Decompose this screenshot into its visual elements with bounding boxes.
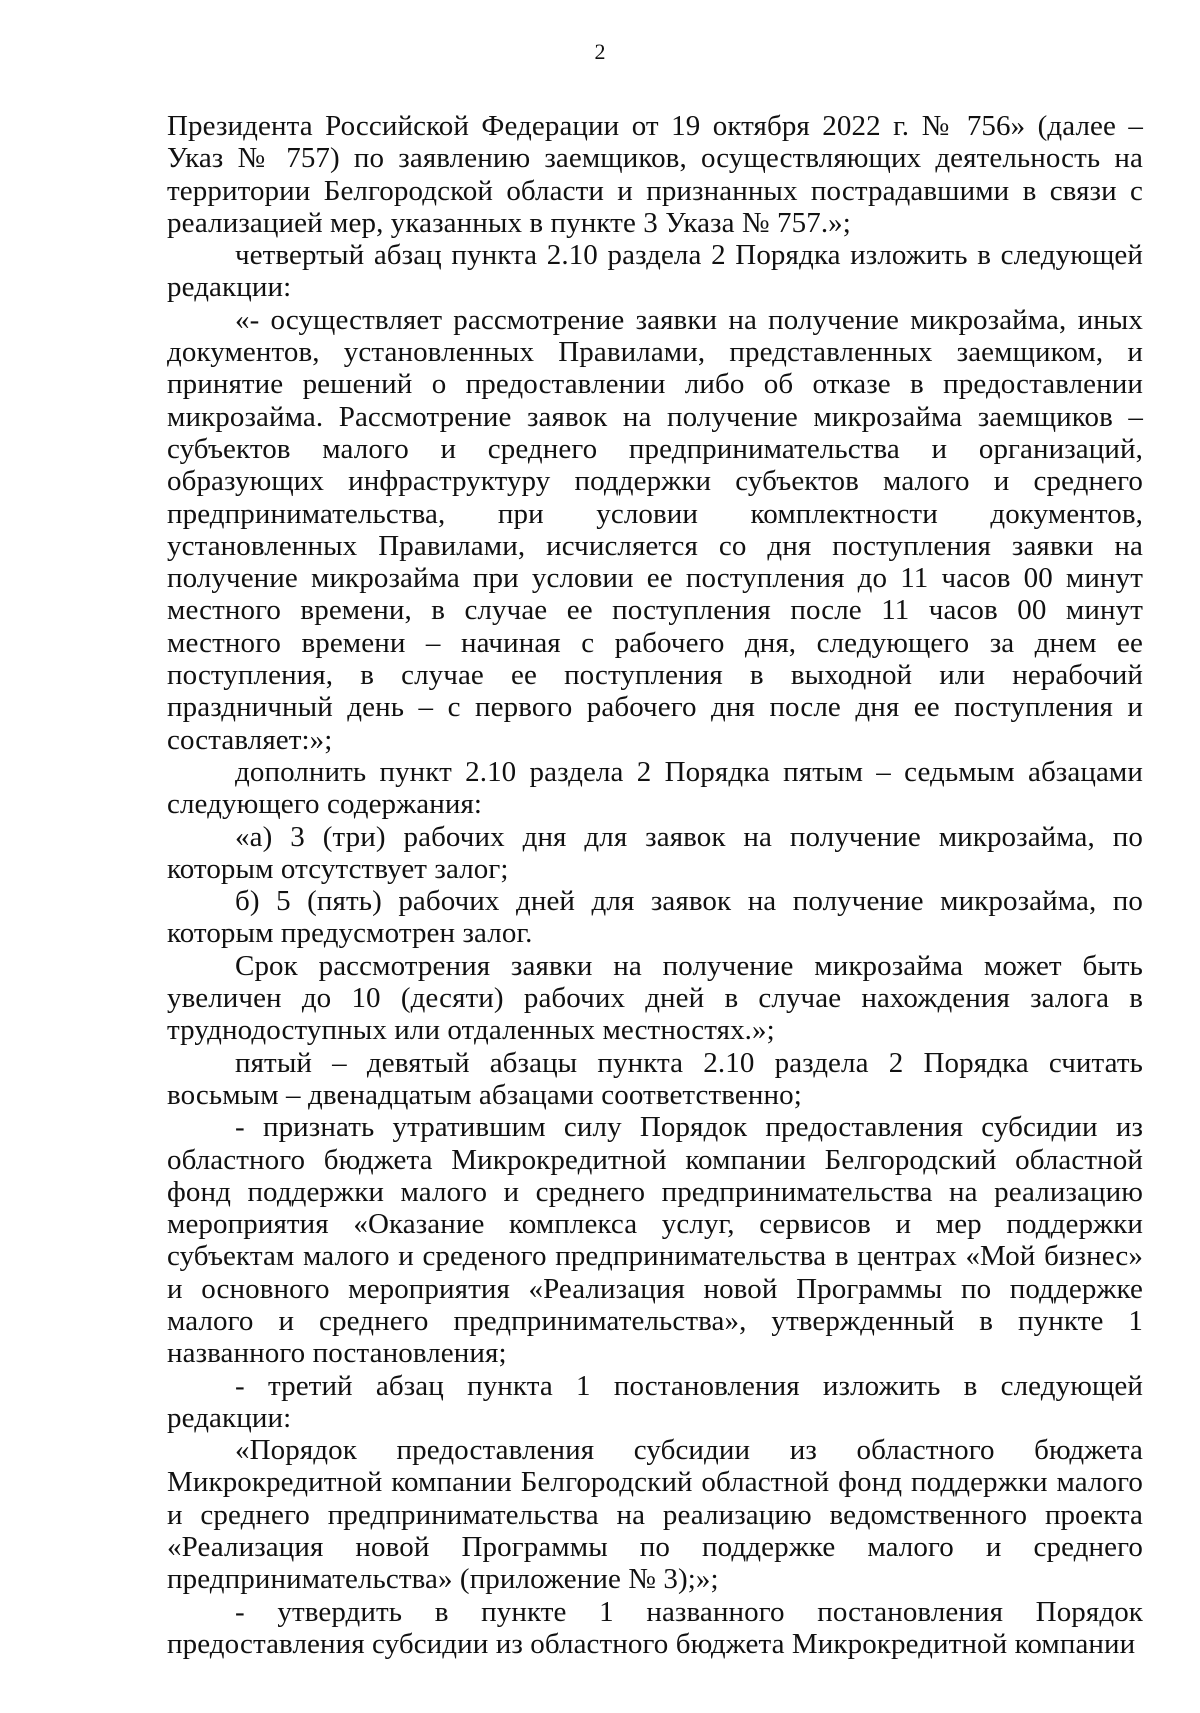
paragraph: - утвердить в пункте 1 названного постановления Порядок предоставления субсидии из областного бюджета Микрокредитной компании [167,1595,1143,1660]
paragraph: дополнить пункт 2.10 раздела 2 Порядка пятым – седьмым абзацами следующего содержания: [167,755,1143,821]
paragraph: - третий абзац пункта 1 постановления изложить в следующей редакции: [167,1369,1143,1434]
paragraph: б) 5 (пять) рабочих дней для заявок на получение микрозайма, по которым предусмотрен залог. [167,885,1143,950]
paragraph: «- осуществляет рассмотрение заявки на получение микрозайма, иных документов, установленных Правилами, представленных заемщиком, и принятие решений о предоставлении либо об отказе в предоставлении микрозайма. Рассмотрение заявок на получение микрозайма заемщиков – субъектов малого и среднего предпринимательства и организаций, образующих инфраструктуру поддержки субъектов малого и среднего предпринимательства, при условии комплектности документов, установленных Правилами, исчисляется со дня поступления заявки на получение микрозайма при условии ее поступления до 11 часов 00 минут местного времени, в случае ее поступления после 11 часов 00 минут местного времени – начиная с рабочего дня, следующего за днем ее поступления, в случае ее поступления в выходной или нерабочий праздничный день – с первого рабочего дня после дня ее поступления и составляет:»; [167,303,1143,756]
paragraph: пятый – девятый абзацы пункта 2.10 раздела 2 Порядка считать восьмым – двенадцатым абзацами соответственно; [167,1046,1143,1111]
paragraph: «а) 3 (три) рабочих дня для заявок на получение микрозайма, по которым отсутствует залог; [167,820,1143,885]
paragraph: четвертый абзац пункта 2.10 раздела 2 Порядка изложить в следующей редакции: [167,239,1143,304]
page-number: 2 [594,39,606,64]
paragraph: Срок рассмотрения заявки на получение микрозайма может быть увеличен до 10 (десяти) рабочих дней в случае нахождения залога в труднодоступных или отдаленных местностях.»; [167,949,1143,1047]
paragraph: Президента Российской Федерации от 19 октября 2022 г. № 756» (далее – Указ № 757) по заявлению заемщиков, осуществляющих деятельность на территории Белгородской области и признанных пострадавшими в связи с реализацией мер, указанных в пункте 3 Указа № 757.»; [167,110,1143,239]
document-body [167,110,1143,1660]
paragraph: - признать утратившим силу Порядок предоставления субсидии из областного бюджета Микрокредитной компании Белгородский областной фонд поддержки малого и среднего предпринимательства на реализацию мероприятия «Оказание комплекса услуг, сервисов и мер поддержки субъектам малого и среденого предпринимательства в центрах «Мой бизнес» и основного мероприятия «Реализация новой Программы по поддержке малого и среднего предпринимательства», утвержденный в пункте 1 названного постановления; [167,1111,1143,1370]
paragraph: «Порядок предоставления субсидии из областного бюджета Микрокредитной компании Белгородский областной фонд поддержки малого и среднего предпринимательства на реализацию ведомственного проекта «Реализация новой Программы по поддержке малого и среднего предпринимательства» (приложение № 3);»; [167,1434,1143,1596]
